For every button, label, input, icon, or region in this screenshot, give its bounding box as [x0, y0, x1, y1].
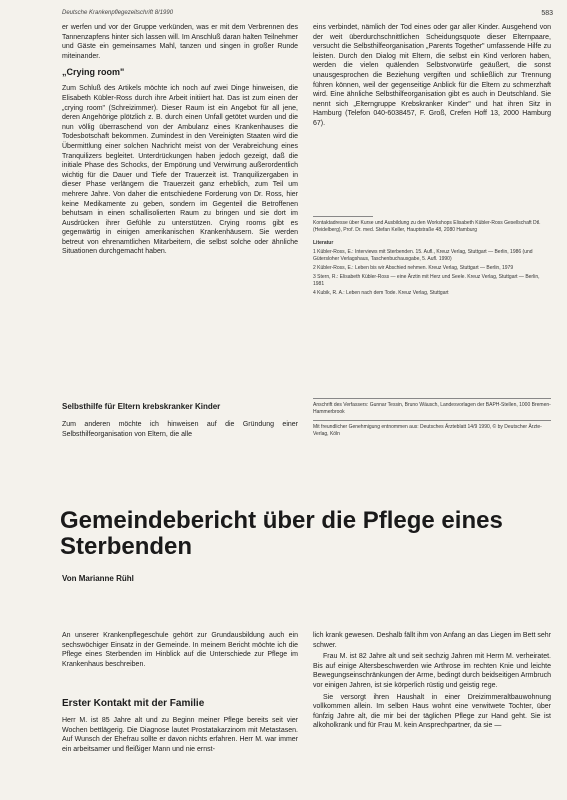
paragraph: An unserer Krankenpflegeschule gehört zur Grundausbildung auch ein sechswöchiger Einsatz in der Gemeinde. In meinem Bericht möchte ich die Pflege eines Sterbenden im Hinblick auf die Unterschiede zur Pflege im Krankenhaus beschreiben. — [62, 632, 298, 668]
footnotes — [313, 220, 551, 299]
reference-item: 3 Stern, R.: Elisabeth Kübler-Ross — eine Ärztin mit Herz und Seele. Kreuz Verlag, Stuttgart — Berlin, 1981 — [313, 274, 540, 287]
paragraph: eins verbindet, nämlich der Tod eines oder gar aller Kinder. Ausgehend von der weit überdurchschnittlichen Scheidungsquote dieser Elternpaare, versucht die Selbsthilfeorganisation „Parents Together" umfassende Hilfe zu leisten. Durch den Dialog mit Eltern, die selbst ein Kind verloren haben, werden die vielen quälenden Selbstvorwürfe geäußert, die sonst unausgesprochen die Beziehung vergiften und schließlich zur Trennung führen können, weil der gegenseitige Anblick für die Eltern zu schmerzhaft wird. Eine ähnliche Selbsthilfeorganisation gibt es auch in Deutschland. Sie nennt sich „Elterngruppe Krebskranker Kinder" und hat ihren Sitz in Hamburg (Telefon 040-6038457, F. Groß, Crefen Hoff 13, 2000 Hamburg 67). — [313, 24, 551, 127]
literatur-label: Literatur — [313, 240, 334, 246]
footnote-contact: Kontaktadresse über Kurse und Ausbildung zu den Workshops Elisabeth Kübler-Ross Gesellschaft Dtl. (Heidelberg), Prof. Dr. med. Stefan Keller, Hauptstraße 48, 2080 Hamburg — [313, 220, 541, 233]
section-heading-selbsthilfe: Selbsthilfe für Eltern krebskranker Kinder — [62, 402, 221, 411]
copyright-note: Mit freundlicher Genehmigung entnommen aus: Deutsches Ärzteblatt 14/9 1990, © by Deutscher Ärzte-Verlag, Köln — [313, 424, 542, 437]
copyright-rule — [313, 420, 551, 421]
article1-left-column-bottom — [62, 402, 298, 441]
paragraph: er werfen und vor der Gruppe verkünden, was er mit dem Verbrennen des Tannenzapfens hinter sich lassen will. Im Anschluß daran halten Teilnehmer und Gäste ein gemeinsames Mahl, tanzen und singen in großer Runde miteinander. — [62, 24, 298, 60]
running-title: Deutsche Krankenpflegezeitschrift 8/1990 — [62, 10, 174, 16]
paragraph: lich krank gewesen. Deshalb fällt ihm von Anfang an das Liegen im Bett sehr schwer. — [313, 632, 551, 649]
reference-item: 1 Kübler-Ross, E.: Interviews mit Sterbenden. 15. Aufl., Kreuz Verlag, Stuttgart — Berlin, 1986 (und Gütersloher Verlagshaus, Taschenbuchausgabe, 5. Aufl. 1990) — [313, 249, 533, 262]
article1-right-column — [313, 23, 551, 131]
paragraph: Zum anderen möchte ich hinweisen auf die Gründung einer Selbsthilfeorganisation von Eltern, die alle — [62, 421, 298, 438]
article2-right-column — [313, 631, 551, 733]
paragraph: Herr M. ist 85 Jahre alt und zu Beginn meiner Pflege bereits seit vier Wochen bettlägerig. Die Diagnose lautet Prostatakarzinom mit Metastasen. Auf Wunsch der Ehefrau sollte er davon nichts erfahren. Herr M. war immer ein arbeitsamer und fleißiger Mann und nie ernst- — [62, 717, 298, 753]
paragraph: Zum Schluß des Artikels möchte ich noch auf zwei Dinge hinweisen, die Elisabeth Kübler-Ross durch ihre Arbeit initiiert hat. Das ist zum einen der „crying room" (Schreizimmer). Dieser Raum ist ein Angebot für all jene, deren Angehörige plötzlich z. B. durch einen Unfall getötet wurden und die nun völlig überraschend von der Ambulanz eines Krankenhauses die Todesbotschaft bekommen. Zumindest in den Vereinigten Staaten wird die Übermittlung einer solchen Nachricht meist von der Verabreichung eines Tranquilizers begleitet. Unterdrückungen haben jedoch gezeigt, daß die initiale Phase des Schocks, der Empörung und Verwirrung außerordentlich wichtig für die Dauer und Tiefe der Trauerzeit ist. Tranquilizergaben in dieser Phase verlängern die Trauerzeit ganz erheblich, zum Teil um mehrere Jahre. Von daher die entschiedene Forderung von Dr. Ross, hier keine Medikamente zu geben, sondern im Gegenteil die Betroffenen behutsam in einen schallisolierten Raum zu bringen und sie dort im Ausdrücken ihrer Gefühle zu unterstützen. Crying rooms gibt es gegenwärtig in einigen amerikanischen Krankenhäusern. Sie werden betreut von ehrenamtlichen Mitarbeitern, die selbst solche oder ähnliche Situationen durchgemacht haben. — [62, 85, 298, 256]
article1-left-column — [62, 23, 298, 259]
section-heading-erster-kontakt: Erster Kontakt mit der Familie — [62, 698, 205, 709]
author-rule — [313, 398, 551, 399]
page-number: 583 — [541, 10, 553, 17]
section-heading-crying-room: „Crying room" — [62, 67, 125, 78]
article2-left-column-bottom — [62, 716, 298, 756]
author-address: Anschrift des Verfassers: Gunnar Tessin, Bruno Wäusch, Landesvorlagen der BAPH-Stellen, 1000 Bremen-Hammerbrook — [313, 402, 551, 415]
article2-left-column — [62, 631, 298, 671]
paragraph: Frau M. ist 82 Jahre alt und seit sechzig Jahren mit Herrn M. verheiratet. Bis auf einige Altersbeschwerden wie Arthrose im rechten Knie und leichte Bewegungseinschränkungen der Arme, bedingt durch beidseitigen Armbruch vor einigen Jahren, ist sie körperlich rüstig und geistig rege. — [313, 653, 551, 689]
article-title: Gemeindebericht über die Pflege eines Sterbenden — [60, 507, 503, 560]
article-author: Von Marianne Rühl — [62, 574, 134, 583]
reference-item: 2 Kübler-Ross, E.: Leben bis wir Abschied nehmen. Kreuz Verlag, Stuttgart — Berlin, 1979 — [313, 265, 514, 271]
footnote-rule — [313, 216, 373, 217]
reference-item: 4 Kubik, R. A.: Leben nach dem Tode. Kreuz Verlag, Stuttgart — [313, 290, 449, 296]
paragraph: Sie versorgt ihren Haushalt in einer Dreizimmeraltbauwohnung vollkommen allein. Im selben Haus wohnt eine verwitwete Tochter, über fünfzig Jahre alt, die mir bei der täglichen Pflege zur Hand geht. Sie ist alkoholkrank und für Frau M. kein Ansprechpartner, da sie — — [313, 693, 551, 730]
